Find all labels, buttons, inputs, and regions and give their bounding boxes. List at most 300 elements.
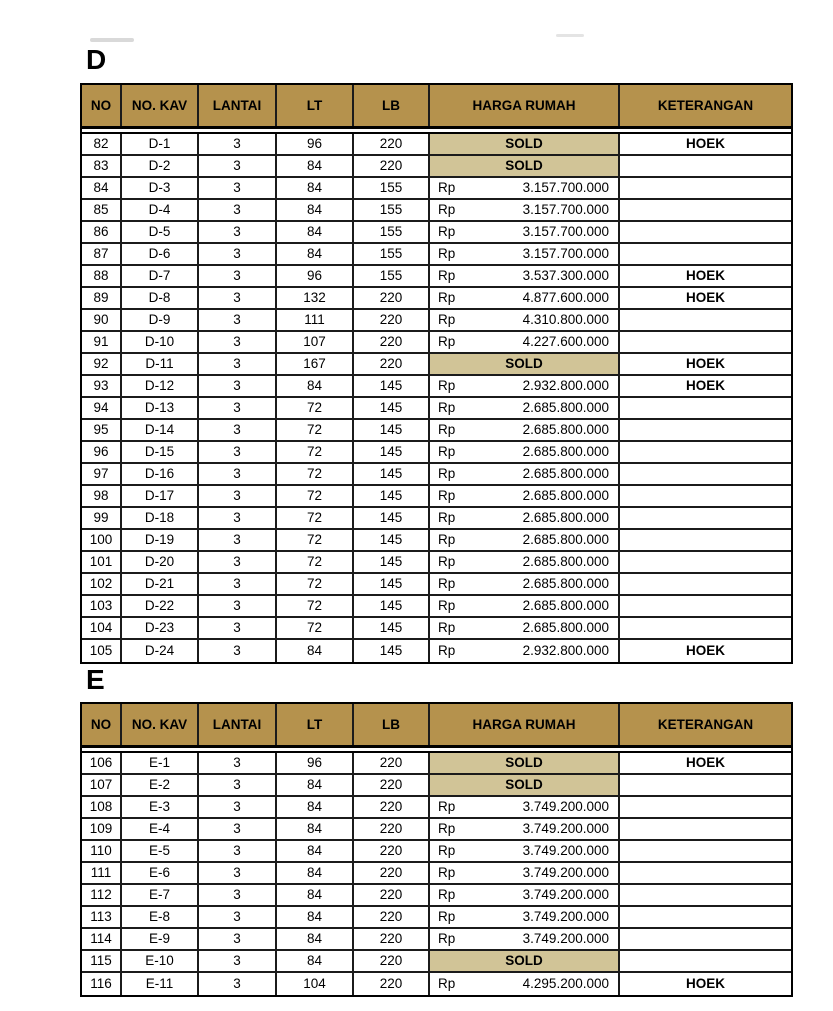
- cell-kav: E-3: [122, 797, 199, 817]
- cell-lb: 220: [354, 819, 430, 839]
- cell-keterangan: [620, 819, 791, 839]
- price-cell: [430, 596, 620, 616]
- cell-no: 104: [82, 618, 122, 638]
- cell-keterangan: [620, 907, 791, 927]
- cell-keterangan: [620, 885, 791, 905]
- price-cell: [430, 819, 620, 839]
- cell-lb: 155: [354, 200, 430, 220]
- table-row: [82, 574, 791, 596]
- price-cell: [430, 530, 620, 550]
- cell-keterangan: [620, 398, 791, 418]
- table-row: [82, 398, 791, 420]
- cell-keterangan: [620, 442, 791, 462]
- table-row: [82, 973, 791, 995]
- sold-cell: [430, 775, 620, 795]
- currency-label: Rp: [438, 202, 456, 218]
- price-cell: [430, 907, 620, 927]
- currency-label: Rp: [438, 532, 456, 548]
- cell-keterangan: HOEK: [685, 378, 725, 394]
- table-row: [82, 266, 791, 288]
- cell-lantai: 3: [199, 178, 277, 198]
- cell-lb: 220: [354, 354, 430, 374]
- cell-no: 105: [82, 640, 122, 662]
- cell-no: 92: [82, 354, 122, 374]
- price-cell: [430, 420, 620, 440]
- cell-kav: E-8: [122, 907, 199, 927]
- column-header-kav: NO. KAV: [122, 704, 199, 745]
- column-header-keterangan: KETERANGAN: [657, 97, 754, 113]
- cell-kav: D-9: [122, 310, 199, 330]
- table-row: [82, 951, 791, 973]
- cell-keterangan: HOEK: [685, 643, 725, 659]
- price-value: 3.749.200.000: [522, 909, 609, 925]
- cell-no: 99: [82, 508, 122, 528]
- cell-no: 102: [82, 574, 122, 594]
- cell-lt: 72: [277, 618, 354, 638]
- price-value: 2.685.800.000: [522, 400, 609, 416]
- cell-kav: D-8: [122, 288, 199, 308]
- table-row: [82, 863, 791, 885]
- cell-kav: D-22: [122, 596, 199, 616]
- cell-lb: 145: [354, 552, 430, 572]
- cell-no: 101: [82, 552, 122, 572]
- cell-no: 97: [82, 464, 122, 484]
- table-row: [82, 134, 791, 156]
- price-value: 2.685.800.000: [522, 554, 609, 570]
- cell-lt: 84: [277, 376, 354, 396]
- cell-no: 115: [82, 951, 122, 971]
- cell-lantai: 3: [199, 464, 277, 484]
- cell-kav: D-21: [122, 574, 199, 594]
- price-value: 2.685.800.000: [522, 532, 609, 548]
- cell-no: 106: [82, 753, 122, 773]
- cell-lantai: 3: [199, 134, 277, 154]
- cell-lb: 155: [354, 244, 430, 264]
- currency-label: Rp: [438, 799, 456, 815]
- price-value: 2.932.800.000: [522, 643, 609, 659]
- cell-keterangan: [620, 552, 791, 572]
- cell-lantai: 3: [199, 753, 277, 773]
- price-value: 2.685.800.000: [522, 576, 609, 592]
- section-title-e: E: [86, 664, 106, 695]
- currency-label: Rp: [438, 400, 456, 416]
- price-value: 3.749.200.000: [522, 821, 609, 837]
- cell-keterangan: [620, 178, 791, 198]
- cell-no: 86: [82, 222, 122, 242]
- cell-lantai: 3: [199, 530, 277, 550]
- cell-lantai: 3: [199, 574, 277, 594]
- cell-lb: 145: [354, 398, 430, 418]
- price-value: 4.227.600.000: [522, 334, 609, 350]
- cell-keterangan: [620, 244, 791, 264]
- cell-lantai: 3: [199, 797, 277, 817]
- price-cell: [430, 266, 620, 286]
- cell-lb: 220: [354, 332, 430, 352]
- price-value: 4.310.800.000: [522, 312, 609, 328]
- cell-lb: 145: [354, 442, 430, 462]
- cell-keterangan: [620, 530, 791, 550]
- price-cell: [430, 508, 620, 528]
- column-header-keterangan: KETERANGAN: [657, 716, 754, 732]
- price-cell: [430, 640, 620, 662]
- price-cell: [430, 464, 620, 484]
- table-body: [82, 132, 791, 662]
- cell-lt: 84: [277, 244, 354, 264]
- cell-lt: 96: [277, 134, 354, 154]
- cell-kav: D-19: [122, 530, 199, 550]
- cell-lt: 84: [277, 885, 354, 905]
- cell-lantai: 3: [199, 552, 277, 572]
- cell-lantai: 3: [199, 266, 277, 286]
- cell-lb: 155: [354, 222, 430, 242]
- price-table-d: [80, 83, 793, 664]
- cell-lb: 145: [354, 618, 430, 638]
- cell-lantai: 3: [199, 310, 277, 330]
- cell-keterangan: [620, 929, 791, 949]
- cell-lt: 72: [277, 464, 354, 484]
- cell-lb: 145: [354, 596, 430, 616]
- table-row: [82, 310, 791, 332]
- column-header-no: NO: [82, 85, 122, 126]
- cell-lb: 220: [354, 775, 430, 795]
- sold-label: SOLD: [505, 755, 543, 771]
- cell-lt: 84: [277, 907, 354, 927]
- price-value: 2.685.800.000: [522, 620, 609, 636]
- table-row: [82, 486, 791, 508]
- cell-kav: E-9: [122, 929, 199, 949]
- cell-no: 83: [82, 156, 122, 176]
- section-title-d: D: [86, 44, 107, 75]
- price-cell: [430, 200, 620, 220]
- cell-lb: 145: [354, 530, 430, 550]
- cell-lantai: 3: [199, 332, 277, 352]
- cell-no: 107: [82, 775, 122, 795]
- cell-no: 89: [82, 288, 122, 308]
- cell-lt: 72: [277, 486, 354, 506]
- price-value: 4.295.200.000: [522, 976, 609, 992]
- cell-keterangan: HOEK: [685, 356, 725, 372]
- cell-lb: 155: [354, 266, 430, 286]
- cell-lt: 84: [277, 797, 354, 817]
- price-value: 2.685.800.000: [522, 422, 609, 438]
- cell-lt: 111: [277, 310, 354, 330]
- cell-lantai: 3: [199, 863, 277, 883]
- cell-kav: D-7: [122, 266, 199, 286]
- cell-keterangan: [620, 200, 791, 220]
- price-cell: [430, 288, 620, 308]
- cell-lb: 220: [354, 288, 430, 308]
- currency-label: Rp: [438, 290, 456, 306]
- cell-lb: 220: [354, 973, 430, 995]
- price-value: 3.157.700.000: [522, 180, 609, 196]
- currency-label: Rp: [438, 444, 456, 460]
- cell-keterangan: [620, 222, 791, 242]
- cell-keterangan: HOEK: [685, 136, 725, 152]
- sold-label: SOLD: [505, 953, 543, 969]
- table-header-row: [82, 85, 791, 129]
- scan-smudge-artifact: [556, 34, 584, 37]
- currency-label: Rp: [438, 843, 456, 859]
- cell-kav: E-2: [122, 775, 199, 795]
- cell-keterangan: [620, 420, 791, 440]
- price-value: 3.749.200.000: [522, 931, 609, 947]
- cell-no: 116: [82, 973, 122, 995]
- table-body: [82, 751, 791, 995]
- cell-kav: D-4: [122, 200, 199, 220]
- cell-lantai: 3: [199, 951, 277, 971]
- table-row: [82, 530, 791, 552]
- sold-cell: [430, 156, 620, 176]
- cell-lt: 72: [277, 596, 354, 616]
- cell-keterangan: [620, 797, 791, 817]
- currency-label: Rp: [438, 865, 456, 881]
- column-header-lb: LB: [354, 85, 430, 126]
- cell-kav: E-10: [122, 951, 199, 971]
- cell-lt: 96: [277, 266, 354, 286]
- table-row: [82, 907, 791, 929]
- cell-lantai: 3: [199, 442, 277, 462]
- table-row: [82, 841, 791, 863]
- cell-keterangan: [620, 156, 791, 176]
- cell-lantai: 3: [199, 156, 277, 176]
- price-cell: [430, 841, 620, 861]
- cell-lb: 155: [354, 178, 430, 198]
- cell-keterangan: HOEK: [685, 755, 725, 771]
- currency-label: Rp: [438, 246, 456, 262]
- cell-keterangan: [620, 863, 791, 883]
- cell-lt: 72: [277, 530, 354, 550]
- cell-lb: 220: [354, 753, 430, 773]
- cell-keterangan: [620, 841, 791, 861]
- price-value: 2.685.800.000: [522, 466, 609, 482]
- cell-kav: D-11: [122, 354, 199, 374]
- cell-no: 112: [82, 885, 122, 905]
- table-row: [82, 775, 791, 797]
- currency-label: Rp: [438, 312, 456, 328]
- cell-lb: 145: [354, 464, 430, 484]
- cell-lantai: 3: [199, 288, 277, 308]
- cell-lt: 84: [277, 819, 354, 839]
- table-row: [82, 376, 791, 398]
- cell-lb: 145: [354, 420, 430, 440]
- cell-kav: D-12: [122, 376, 199, 396]
- sold-cell: [430, 134, 620, 154]
- cell-no: 91: [82, 332, 122, 352]
- currency-label: Rp: [438, 510, 456, 526]
- column-header-harga-rumah: HARGA RUMAH: [430, 704, 620, 745]
- cell-no: 94: [82, 398, 122, 418]
- cell-kav: D-3: [122, 178, 199, 198]
- scan-smudge-artifact: [90, 38, 134, 42]
- cell-lt: 84: [277, 200, 354, 220]
- column-header-no: NO: [82, 704, 122, 745]
- currency-label: Rp: [438, 334, 456, 350]
- cell-lt: 84: [277, 775, 354, 795]
- cell-lb: 145: [354, 376, 430, 396]
- price-cell: [430, 244, 620, 264]
- table-row: [82, 442, 791, 464]
- cell-lt: 84: [277, 640, 354, 662]
- cell-lantai: 3: [199, 640, 277, 662]
- cell-lantai: 3: [199, 885, 277, 905]
- price-cell: [430, 885, 620, 905]
- price-cell: [430, 618, 620, 638]
- price-cell: [430, 178, 620, 198]
- cell-lantai: 3: [199, 841, 277, 861]
- currency-label: Rp: [438, 180, 456, 196]
- cell-kav: D-1: [122, 134, 199, 154]
- cell-lb: 145: [354, 508, 430, 528]
- price-cell: [430, 442, 620, 462]
- cell-lt: 84: [277, 951, 354, 971]
- cell-keterangan: [620, 574, 791, 594]
- cell-lb: 220: [354, 156, 430, 176]
- cell-lt: 104: [277, 973, 354, 995]
- column-header-lt: LT: [277, 85, 354, 126]
- price-cell: [430, 398, 620, 418]
- cell-keterangan: [620, 775, 791, 795]
- table-row: [82, 156, 791, 178]
- cell-no: 93: [82, 376, 122, 396]
- cell-lt: 84: [277, 863, 354, 883]
- price-value: 2.685.800.000: [522, 510, 609, 526]
- cell-kav: E-7: [122, 885, 199, 905]
- price-value: 2.685.800.000: [522, 444, 609, 460]
- cell-lt: 72: [277, 442, 354, 462]
- price-value: 3.157.700.000: [522, 202, 609, 218]
- table-row: [82, 596, 791, 618]
- currency-label: Rp: [438, 598, 456, 614]
- currency-label: Rp: [438, 554, 456, 570]
- cell-kav: D-13: [122, 398, 199, 418]
- sold-cell: [430, 951, 620, 971]
- cell-no: 100: [82, 530, 122, 550]
- cell-lt: 84: [277, 222, 354, 242]
- table-row: [82, 288, 791, 310]
- cell-lt: 72: [277, 508, 354, 528]
- cell-lb: 220: [354, 885, 430, 905]
- price-cell: [430, 863, 620, 883]
- cell-no: 110: [82, 841, 122, 861]
- cell-no: 108: [82, 797, 122, 817]
- cell-kav: E-11: [122, 973, 199, 995]
- cell-lt: 107: [277, 332, 354, 352]
- cell-lb: 220: [354, 841, 430, 861]
- price-value: 3.749.200.000: [522, 865, 609, 881]
- price-cell: [430, 973, 620, 995]
- cell-no: 113: [82, 907, 122, 927]
- cell-lb: 220: [354, 907, 430, 927]
- cell-keterangan: [620, 464, 791, 484]
- cell-no: 96: [82, 442, 122, 462]
- cell-no: 84: [82, 178, 122, 198]
- cell-lb: 220: [354, 134, 430, 154]
- cell-lb: 220: [354, 929, 430, 949]
- sold-cell: [430, 354, 620, 374]
- cell-lt: 72: [277, 574, 354, 594]
- cell-kav: D-24: [122, 640, 199, 662]
- cell-kav: D-17: [122, 486, 199, 506]
- table-row: [82, 222, 791, 244]
- price-cell: [430, 552, 620, 572]
- cell-keterangan: HOEK: [685, 290, 725, 306]
- cell-lt: 96: [277, 753, 354, 773]
- price-cell: [430, 332, 620, 352]
- cell-keterangan: [620, 332, 791, 352]
- cell-kav: D-18: [122, 508, 199, 528]
- currency-label: Rp: [438, 488, 456, 504]
- cell-lantai: 3: [199, 486, 277, 506]
- currency-label: Rp: [438, 466, 456, 482]
- table-row: [82, 354, 791, 376]
- price-cell: [430, 310, 620, 330]
- cell-kav: D-10: [122, 332, 199, 352]
- cell-kav: D-5: [122, 222, 199, 242]
- sold-label: SOLD: [505, 356, 543, 372]
- cell-kav: D-2: [122, 156, 199, 176]
- cell-kav: D-14: [122, 420, 199, 440]
- cell-lantai: 3: [199, 420, 277, 440]
- table-row: [82, 508, 791, 530]
- cell-lb: 145: [354, 640, 430, 662]
- table-row: [82, 797, 791, 819]
- cell-lt: 72: [277, 420, 354, 440]
- cell-no: 85: [82, 200, 122, 220]
- table-row: [82, 244, 791, 266]
- price-value: 3.157.700.000: [522, 224, 609, 240]
- cell-kav: E-4: [122, 819, 199, 839]
- table-row: [82, 819, 791, 841]
- sold-cell: [430, 753, 620, 773]
- column-header-lt: LT: [277, 704, 354, 745]
- cell-lt: 167: [277, 354, 354, 374]
- cell-lb: 220: [354, 951, 430, 971]
- cell-kav: E-6: [122, 863, 199, 883]
- cell-lt: 132: [277, 288, 354, 308]
- cell-lantai: 3: [199, 775, 277, 795]
- cell-lt: 72: [277, 398, 354, 418]
- price-cell: [430, 797, 620, 817]
- cell-lt: 84: [277, 841, 354, 861]
- currency-label: Rp: [438, 976, 456, 992]
- column-header-lantai: LANTAI: [199, 704, 277, 745]
- column-header-kav: NO. KAV: [122, 85, 199, 126]
- cell-no: 98: [82, 486, 122, 506]
- cell-no: 82: [82, 134, 122, 154]
- cell-keterangan: HOEK: [685, 976, 725, 992]
- table-row: [82, 200, 791, 222]
- cell-no: 95: [82, 420, 122, 440]
- cell-lb: 220: [354, 863, 430, 883]
- price-value: 2.685.800.000: [522, 488, 609, 504]
- price-value: 3.537.300.000: [522, 268, 609, 284]
- price-value: 3.749.200.000: [522, 887, 609, 903]
- table-row: [82, 552, 791, 574]
- cell-no: 88: [82, 266, 122, 286]
- cell-lt: 72: [277, 552, 354, 572]
- column-header-lb: LB: [354, 704, 430, 745]
- cell-lantai: 3: [199, 907, 277, 927]
- cell-lb: 220: [354, 797, 430, 817]
- cell-lantai: 3: [199, 819, 277, 839]
- cell-no: 87: [82, 244, 122, 264]
- price-value: 3.749.200.000: [522, 843, 609, 859]
- cell-kav: D-20: [122, 552, 199, 572]
- cell-no: 111: [82, 863, 122, 883]
- table-row: [82, 618, 791, 640]
- cell-lantai: 3: [199, 376, 277, 396]
- cell-kav: D-15: [122, 442, 199, 462]
